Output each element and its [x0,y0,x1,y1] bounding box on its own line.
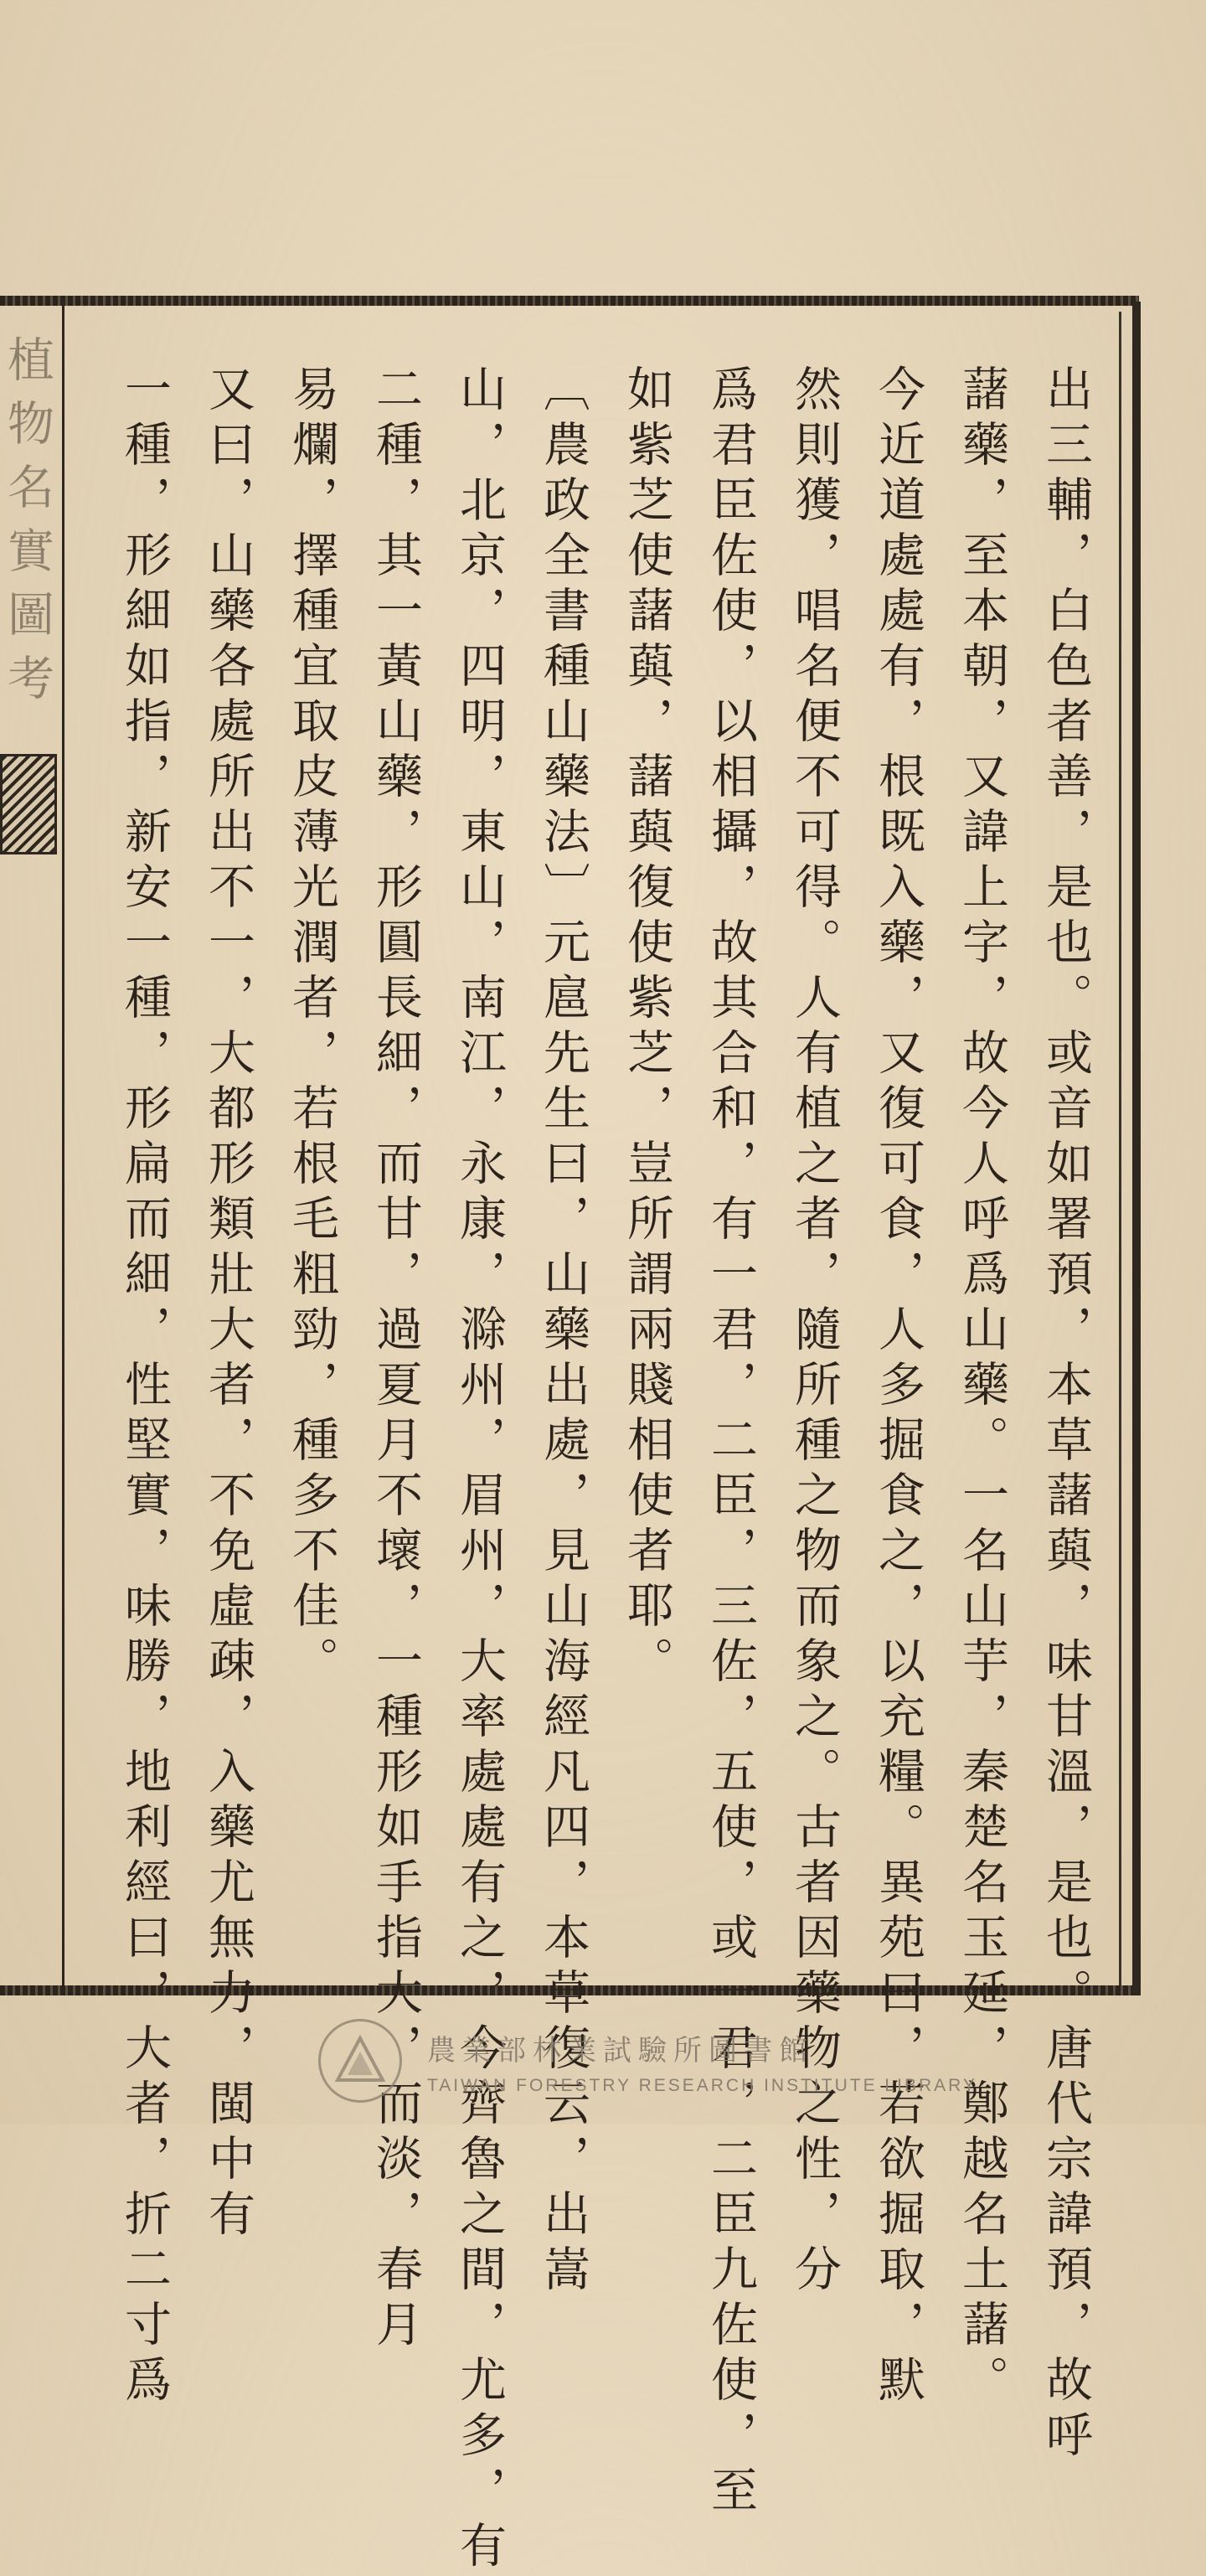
page-margin-label [2,335,60,913]
margin-rule [62,302,64,1985]
library-name-chinese: 農業部林業試驗所圖書館 [427,2034,814,2068]
text-column-9: 二種，其一黃山藥，形圓長細，而甘，過夏月不壞，一種形如手指大，而淡，春月 [368,364,423,2355]
text-column-1: 出三輔，白色者善，是也。或音如署預，本草藷藇，味甘溫，是也。唐代宗諱預，故呼 [1038,364,1093,2465]
text-column-10: 易爛，擇種宜取皮薄光潤者，若根毛粗勁，種多不佳。 [285,364,339,1691]
text-column-5: 爲君臣佐使，以相攝，故其合和，有一君，二臣，三佐，五使，或一君，二臣九佐使，至 [704,364,758,2521]
text-column-4: 然則獲，唱名便不可得。人有植之者，隨所種之物而象之。古者因藥物之性，分 [787,364,842,2300]
frame-inner-rule [1119,312,1121,1985]
text-column-3: 今近道處處有，根既入藥，又復可食，人多掘食之，以充糧。異苑曰，若欲掘取，默 [871,364,925,2410]
book-title: 植物名實圖考 [0,335,54,717]
text-column-12: 一種，形細如指，新安一種，形扁而細，性堅實，味勝，地利經曰，大者，折二寸爲 [117,364,172,2410]
text-column-2: 藷藥，至本朝，又諱上字，故今人呼爲山藥。一名山芋，秦楚名玉延，鄭越名土藷。 [955,364,1009,2410]
text-column-11: 又曰，山藥各處所出不一，大都形類壯大者，不免虛疎，入藥尤無力，閩中有 [201,364,255,2244]
text-column-8: 山，北京，四明，東山，南江，永康，滁州，眉州，大率處處有之，今齊魯之間，尤多，有 [452,364,507,2576]
text-column-7: 〔農政全書種山藥法〕元扈先生曰，山藥出處，見山海經凡四，本草復云，出嵩 [536,364,590,2300]
library-name-english: TAIWAN FORESTRY RESEARCH INSTITUTE LIBRARY [427,2076,977,2095]
library-seal-icon [318,2019,402,2103]
library-watermark [318,2019,977,2111]
frame-right-border [1132,302,1141,1995]
frame-top-border [0,296,1139,306]
text-column-6: 如紫芝使藷藇，藷藇復使紫芝，豈所謂兩賤相使者耶。 [620,364,674,1691]
